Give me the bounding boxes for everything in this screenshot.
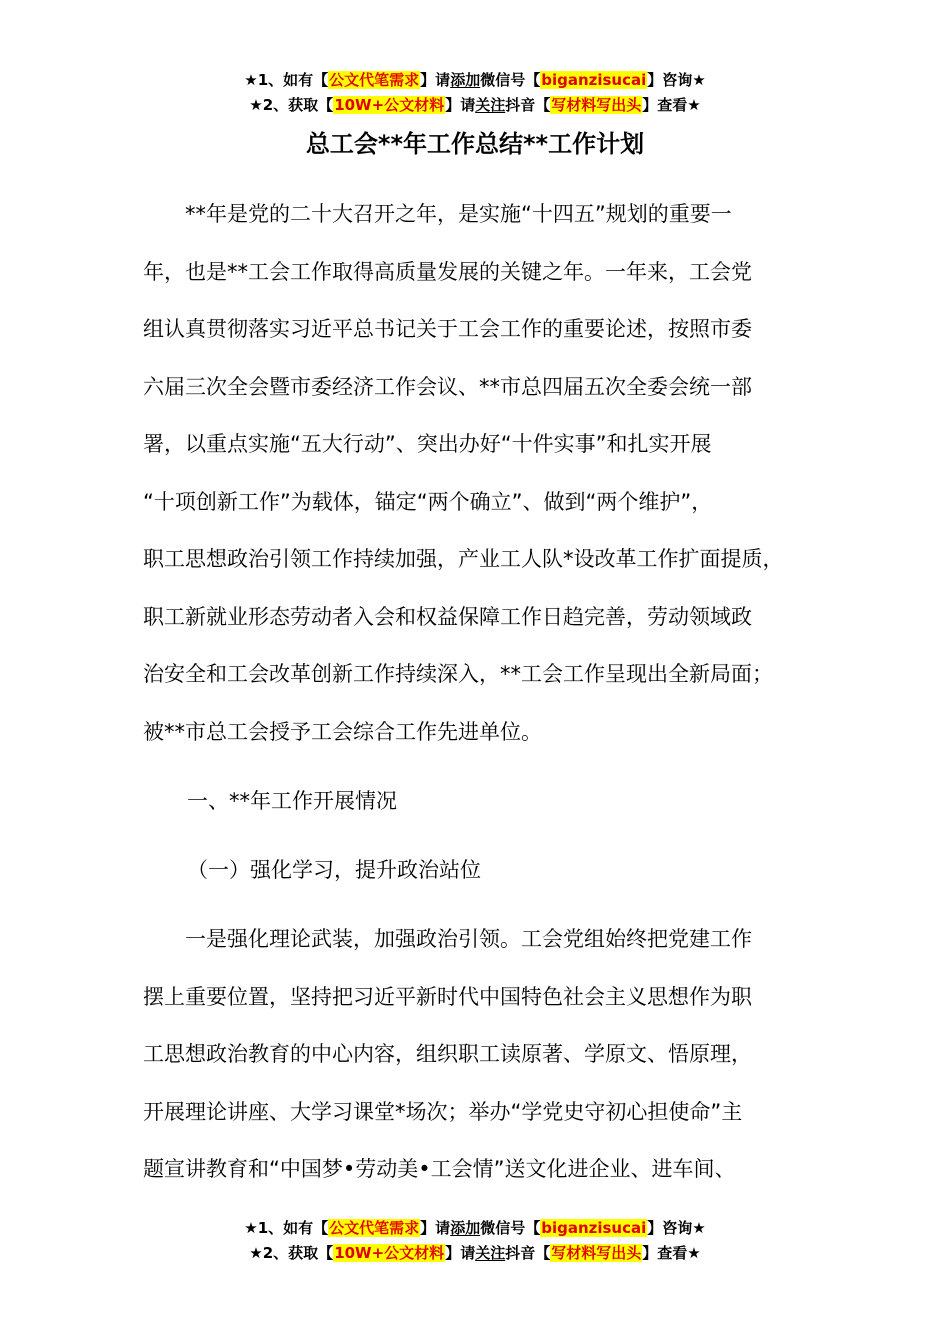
promo-highlight: 10W+公文材料 xyxy=(334,1244,445,1262)
promo-banner-bottom xyxy=(0,1216,950,1266)
promo-highlight: 公文代笔需求 xyxy=(329,71,420,89)
paragraph-line: 年，也是**工会工作取得高质量发展的关键之年。一年来，工会党 xyxy=(143,259,752,284)
intro-paragraph xyxy=(143,186,843,761)
paragraph-line: 工思想政治教育的中心内容，组织职工读原著、学原文、悟原理， xyxy=(143,1042,752,1066)
promo-text: 】请 xyxy=(420,71,451,89)
promo-wechat-id: biganzisucai xyxy=(541,71,647,89)
paragraph-line: 摆上重要位置，坚持把习近平新时代中国特色社会主义思想作为职 xyxy=(143,984,752,1009)
promo-highlight: 公文代笔需求 xyxy=(329,1219,420,1237)
paragraph-line: 六届三次全会暨市委经济工作会议、**市总四届五次全委会统一部 xyxy=(143,374,752,399)
subsection-heading: （一）强化学习，提升政治站位 xyxy=(187,858,481,882)
promo-text: 抖音【 xyxy=(505,96,551,114)
promo-text: 抖音【 xyxy=(505,1244,551,1262)
paragraph-line: “十项创新工作”为载体，锚定“两个确立”、做到“两个维护”， xyxy=(143,489,713,514)
paragraph-line: 被**市总工会授予工会综合工作先进单位。 xyxy=(143,719,542,744)
document-title: 总工会**年工作总结**工作计划 xyxy=(305,130,645,158)
promo-underline: 关注 xyxy=(475,96,506,114)
promo-text: ★2、获取【 xyxy=(249,1244,334,1262)
paragraph-line: **年是党的二十大召开之年，是实施“十四五”规划的重要一 xyxy=(143,202,732,226)
paragraph-line: 组认真贯彻落实习近平总书记关于工会工作的重要论述，按照市委 xyxy=(143,317,752,341)
promo-underline: 关注 xyxy=(475,1244,506,1262)
section-heading: 一、**年工作开展情况 xyxy=(187,789,397,813)
promo-line-1 xyxy=(0,68,950,93)
paragraph-line: 职工思想政治引领工作持续加强，产业工人队*设改革工作扩面提质， xyxy=(143,547,784,571)
paragraph-line: 署，以重点实施“五大行动”、突出办好“十件实事”和扎实开展 xyxy=(143,432,712,456)
body-paragraph xyxy=(143,911,843,1199)
promo-text: 】请 xyxy=(420,1219,451,1237)
promo-banner-top xyxy=(0,68,950,118)
promo-text: ★1、如有【 xyxy=(244,1219,329,1237)
promo-douyin-id: 写材料写出头 xyxy=(551,1244,642,1262)
promo-text: 】查看★ xyxy=(642,1244,701,1262)
promo-highlight: 10W+公文材料 xyxy=(334,96,445,114)
promo-underline: 添加 xyxy=(450,71,481,89)
promo-text: ★1、如有【 xyxy=(244,71,329,89)
promo-text: 】咨询★ xyxy=(647,1219,706,1237)
promo-underline: 添加 xyxy=(450,1219,481,1237)
promo-text: 】查看★ xyxy=(642,96,701,114)
promo-line-2 xyxy=(0,93,950,118)
promo-text: 】请 xyxy=(445,96,476,114)
promo-text: 】请 xyxy=(445,1244,476,1262)
promo-text: 】咨询★ xyxy=(647,71,706,89)
promo-line-2 xyxy=(0,1241,950,1266)
promo-douyin-id: 写材料写出头 xyxy=(551,96,642,114)
paragraph-line: 开展理论讲座、大学习课堂*场次；举办“学党史守初心担使命”主 xyxy=(143,1099,743,1124)
promo-line-1 xyxy=(0,1216,950,1241)
promo-wechat-id: biganzisucai xyxy=(541,1219,647,1237)
paragraph-line: 题宣讲教育和“中国梦•劳动美•工会情”送文化进企业、进车间、 xyxy=(143,1157,736,1181)
promo-text: 微信号【 xyxy=(480,71,541,89)
paragraph-line: 职工新就业形态劳动者入会和权益保障工作日趋完善，劳动领域政 xyxy=(143,604,752,629)
paragraph-line: 治安全和工会改革创新工作持续深入，**工会工作呈现出全新局面； xyxy=(143,662,773,686)
promo-text: ★2、获取【 xyxy=(249,96,334,114)
promo-text: 微信号【 xyxy=(480,1219,541,1237)
paragraph-line: 一是强化理论武装，加强政治引领。工会党组始终把党建工作 xyxy=(143,927,752,951)
